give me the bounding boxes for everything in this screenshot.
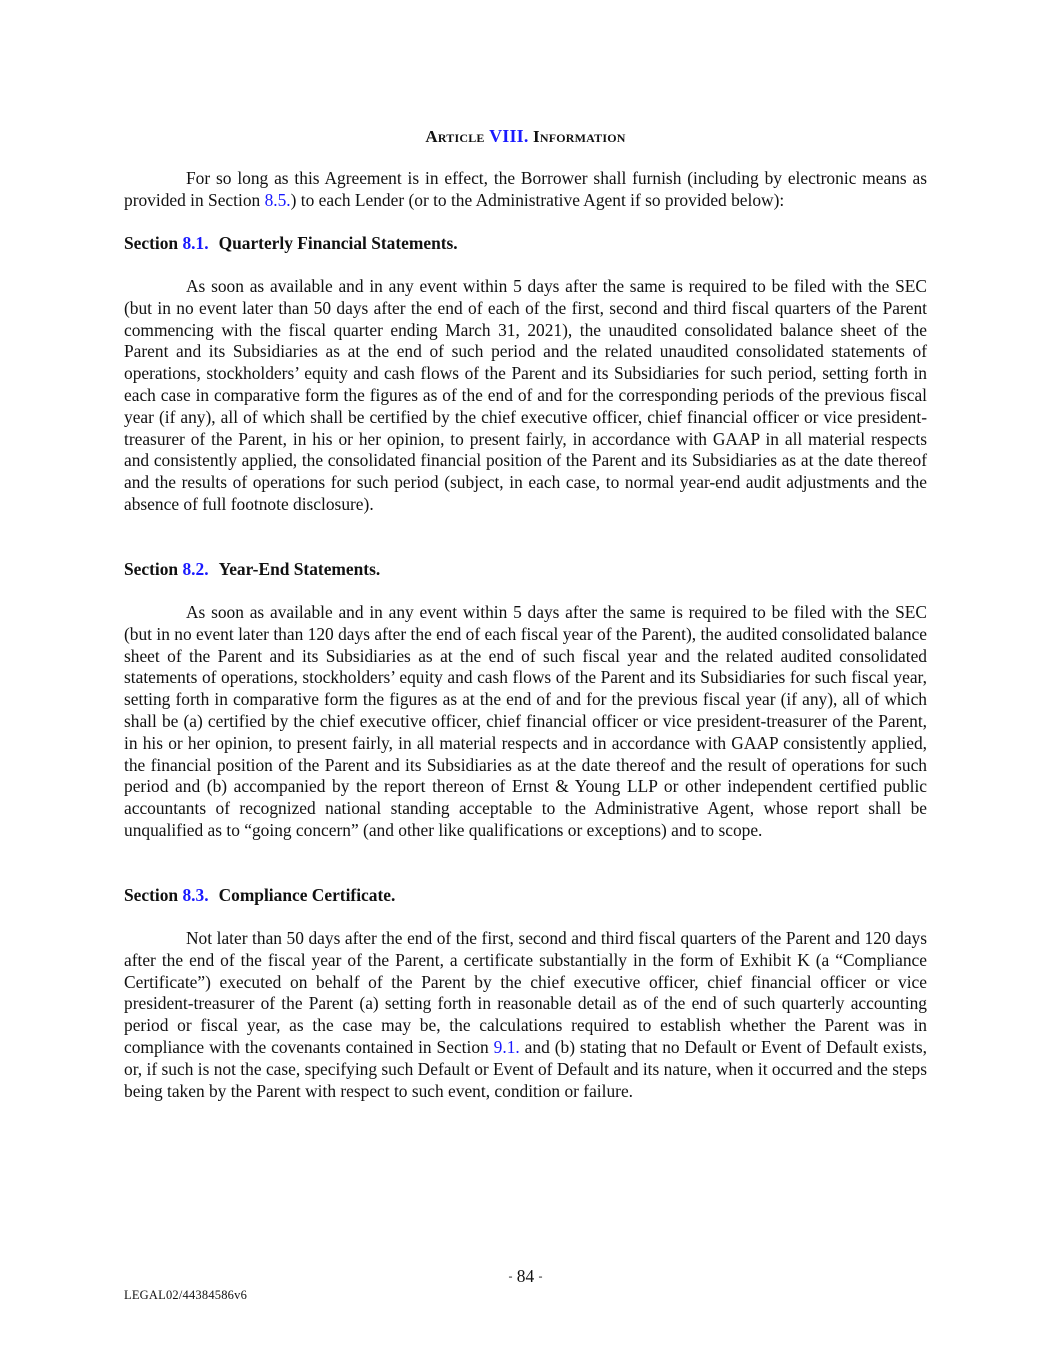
- page-number-dash: -: [538, 1269, 543, 1283]
- section-8-2-link[interactable]: 8.2.: [182, 559, 209, 579]
- intro-text-before: For so long as this Agreement is in effect, the Borrower shall furnish (including by electronic means as provided in Section: [124, 168, 927, 210]
- page-number-value: 84: [516, 1266, 535, 1286]
- section-heading-8-2: [124, 559, 380, 581]
- article-title: Information: [533, 127, 626, 146]
- section-title: Year-End Statements.: [218, 559, 381, 579]
- intro-paragraph: [124, 168, 927, 212]
- section-prefix: Section: [124, 233, 179, 253]
- article-prefix: Article: [425, 127, 485, 146]
- article-number-link[interactable]: VIII.: [489, 126, 529, 146]
- section-8-3-text-after: and (b) stating that no Default or Event of Default exists, or, if such is not the case, specifying such Default or Event of Default and its nature, when it occurred and the steps being taken by the Parent with respect to such event, condition or failure.: [124, 1036, 927, 1101]
- section-8-1-link[interactable]: 8.1.: [182, 233, 209, 253]
- section-title: Compliance Certificate.: [218, 885, 396, 905]
- section-8-1-body: As soon as available and in any event within 5 days after the same is required to be filed with the SEC (but in no event later than 50 days after the end of each of the first, second and third fiscal quarters of the Parent commencing with the fiscal quarter ending March 31, 2021), the unaudited consolidated balance sheet of the Parent and its Subsidiaries as at the end of such period and the related unaudited consolidated statements of operations, stockholders’ equity and cash flows of the Parent and its Subsidiaries for such period, setting forth in each case in comparative form the figures as of the end of and for the corresponding periods of the previous fiscal year (if any), all of which shall be certified by the chief executive officer, chief financial officer or vice president-treasurer of the Parent, in his or her opinion, to present fairly, in accordance with GAAP in all material respects and consistently applied, the consolidated financial position of the Parent and its Subsidiaries as at the date thereof and the results of operations for such period (subject, in each case, to normal year-end audit adjustments and the absence of full footnote disclosure).: [124, 276, 927, 514]
- page-number-dash: -: [508, 1269, 513, 1283]
- intro-text-after: ) to each Lender (or to the Administrative Agent if so provided below):: [290, 189, 785, 210]
- section-8-3-text-before: Not later than 50 days after the end of the first, second and third fiscal quarters of the Parent and 120 days after the end of the fiscal year of the Parent, a certificate substantially in the form of Exhibit K (a “Compliance Certificate”) executed on behalf of the Parent by the chief executive officer, chief financial officer or vice president-treasurer of the Parent (a) setting forth in reasonable detail as of the end of such quarterly accounting period or fiscal year, as the case may be, the calculations required to establish whether the Parent was in compliance with the covenants contained in Section: [124, 928, 927, 1057]
- article-heading: [124, 126, 927, 147]
- section-8-3-link[interactable]: 8.3.: [182, 885, 209, 905]
- section-heading-8-3: [124, 885, 395, 907]
- section-8-2-body: As soon as available and in any event within 5 days after the same is required to be filed with the SEC (but in no event later than 120 days after the end of each fiscal year of the Parent), the audited consolidated balance sheet of the Parent and its Subsidiaries as at the end of such fiscal year and the related audited consolidated statements of operations, stockholders’ equity and cash flows of the Parent and its Subsidiaries for such fiscal year, setting forth in comparative form the figures as at the end of and for the previous fiscal year (if any), all of which shall be (a) certified by the chief executive officer, chief financial officer or vice president-treasurer of the Parent, in his or her opinion, to present fairly, in all material respects and in accordance with GAAP consistently applied, the financial position of the Parent and its Subsidiaries as at the date thereof and the result of operations for such period and (b) accompanied by the report thereon of Ernst & Young LLP or other independent certified public accountants of recognized national standing acceptable to the Administrative Agent, whose report shall be unqualified as to “going concern” (and other like qualifications or exceptions) and to scope.: [124, 602, 927, 840]
- section-8-3-body: [124, 928, 927, 1102]
- section-prefix: Section: [124, 559, 179, 579]
- section-9-1-link[interactable]: 9.1.: [493, 1036, 520, 1057]
- section-title: Quarterly Financial Statements.: [218, 233, 458, 253]
- document-id: LEGAL02/44384586v6: [124, 1288, 248, 1302]
- section-8-5-link[interactable]: 8.5.: [264, 189, 291, 210]
- section-prefix: Section: [124, 885, 179, 905]
- section-heading-8-1: [124, 233, 458, 255]
- page-number: [124, 1266, 927, 1287]
